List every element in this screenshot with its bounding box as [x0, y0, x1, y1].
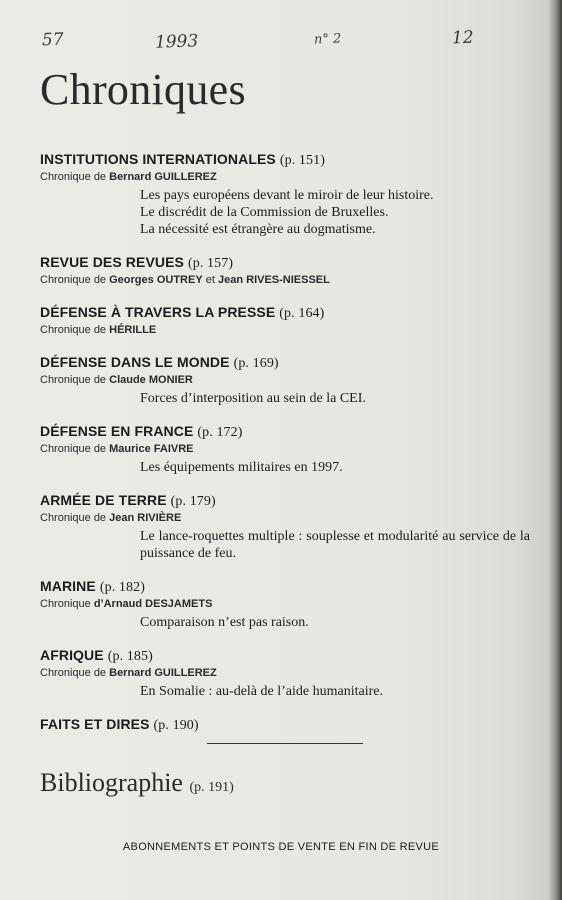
chronicle-page: (p. 182) [99, 580, 145, 595]
chronicle-entry [40, 353, 530, 407]
article-title: En Somalie : au-delà de l’aide humanitaire. [140, 684, 383, 699]
chronicle-author [40, 597, 530, 612]
chronicle-title-text: FAITS ET DIRES [40, 716, 150, 732]
chronicle-entry [40, 422, 530, 476]
author-author-name: OUTREY [156, 274, 203, 286]
chronicle-author [40, 273, 530, 288]
chronicle-title [40, 150, 530, 170]
page-title: Chroniques [40, 65, 246, 114]
handwritten-note: 12 [451, 27, 474, 49]
author-author-join: et [205, 274, 215, 286]
author-author-name: DESJAMETS [145, 598, 213, 610]
author-author-first: Bernard [109, 667, 152, 679]
bibliography-title: Bibliographie [40, 768, 183, 797]
footer-note: ABONNEMENTS ET POINTS DE VENTE EN FIN DE REVUE [122, 841, 440, 853]
chronicle-author [40, 666, 530, 681]
chronicle-title [40, 491, 530, 511]
chronicle-title-text: ARMÉE DE TERRE [40, 492, 167, 508]
handwritten-annotations [0, 28, 562, 58]
author-author2-name: RIVES-NIESSEL [246, 274, 330, 286]
chronicle-title-text: REVUE DES REVUES [40, 254, 184, 270]
chronicle-author [40, 323, 530, 338]
chronicle-title [40, 253, 530, 273]
article-title: Forces d’interposition au sein de la CEI. [140, 391, 366, 406]
author-author-name: MONIER [148, 374, 193, 386]
author-author-prefix: Chronique de [40, 374, 107, 386]
chronicle-title [40, 577, 530, 597]
author-author-first: Jean [109, 512, 135, 524]
author-author-prefix: Chronique de [40, 667, 107, 679]
article-title: Les pays européens devant le miroir de leur histoire. [140, 188, 434, 203]
author-author-name: FAIVRE [153, 443, 194, 455]
section-divider [207, 743, 363, 744]
chronicle-title-text: MARINE [40, 578, 96, 594]
author-author-name: GUILLEREZ [154, 171, 217, 183]
author-author2-first: Jean [217, 274, 244, 286]
article-title: Le discrédit de la Commission de Bruxelles. [140, 205, 389, 220]
author-author-name: RIVIÈRE [137, 512, 182, 524]
handwritten-note: 57 [41, 29, 64, 51]
chronicle-articles [40, 187, 530, 238]
author-author-first: Bernard [109, 171, 152, 183]
chronicle-entry [40, 303, 530, 338]
chronicle-articles [40, 528, 530, 562]
chronicle-entry [40, 253, 530, 288]
chronicle-author [40, 170, 530, 185]
chronicle-entry [40, 491, 530, 562]
chronicle-page: (p. 179) [170, 494, 216, 509]
author-author-prefix: Chronique de [40, 443, 107, 455]
chronicle-entry [40, 150, 530, 238]
chronicle-page: (p. 190) [153, 718, 199, 733]
article-title: Le lance-roquettes multiple : souplesse et modularité au service de la puissance de feu. [140, 529, 530, 561]
author-author-name: HÉRILLE [109, 324, 157, 336]
chronicle-page: (p. 151) [279, 153, 325, 168]
chronicle-title-text: DÉFENSE À TRAVERS LA PRESSE [40, 304, 276, 320]
chronicle-title [40, 715, 530, 735]
author-author-prefix: Chronique de [40, 324, 107, 336]
chronicle-title-text: DÉFENSE DANS LE MONDE [40, 354, 230, 370]
chronicle-title [40, 422, 530, 442]
chronicle-articles [40, 683, 530, 700]
author-author-first: d’Arnaud [93, 598, 143, 610]
page-edge-shadow [548, 0, 562, 900]
author-author-first: Maurice [109, 443, 151, 455]
chronicle-entry [40, 715, 530, 735]
author-author-first: Claude [109, 374, 146, 386]
bibliography-page: (p. 191) [189, 780, 234, 795]
bibliography-heading [40, 768, 234, 798]
chronicle-page: (p. 185) [107, 649, 153, 664]
author-author-first: Georges [109, 274, 154, 286]
author-author-prefix: Chronique de [40, 274, 107, 286]
chronicle-page: (p. 169) [233, 356, 279, 371]
chronicle-page: (p. 164) [279, 306, 325, 321]
chronicle-author [40, 373, 530, 388]
chronicle-author [40, 511, 530, 526]
article-title: Comparaison n’est pas raison. [140, 615, 309, 630]
article-title: La nécessité est étrangère au dogmatisme. [140, 222, 376, 237]
handwritten-note: 1993 [154, 31, 199, 53]
chronicle-title-text: DÉFENSE EN FRANCE [40, 423, 194, 439]
author-author-prefix: Chronique de [40, 512, 107, 524]
chronicle-page: (p. 172) [197, 425, 243, 440]
handwritten-note: n° 2 [313, 31, 342, 48]
chronicle-title-text: INSTITUTIONS INTERNATIONALES [40, 151, 276, 167]
chronicle-articles [40, 459, 530, 476]
chronicle-title [40, 353, 530, 373]
chronicles-list [40, 150, 530, 750]
chronicle-articles [40, 390, 530, 407]
chronicle-entry [40, 646, 530, 700]
chronicle-title [40, 303, 530, 323]
author-author-name: GUILLEREZ [154, 667, 217, 679]
chronicle-title-text: AFRIQUE [40, 647, 104, 663]
chronicle-entry [40, 577, 530, 631]
chronicle-page: (p. 157) [187, 256, 234, 271]
chronicle-title [40, 646, 530, 666]
chronicle-articles [40, 614, 530, 631]
author-author-prefix: Chronique de [40, 171, 107, 183]
article-title: Les équipements militaires en 1997. [140, 460, 343, 475]
chronicle-author [40, 442, 530, 457]
author-author-prefix: Chronique [40, 598, 91, 610]
